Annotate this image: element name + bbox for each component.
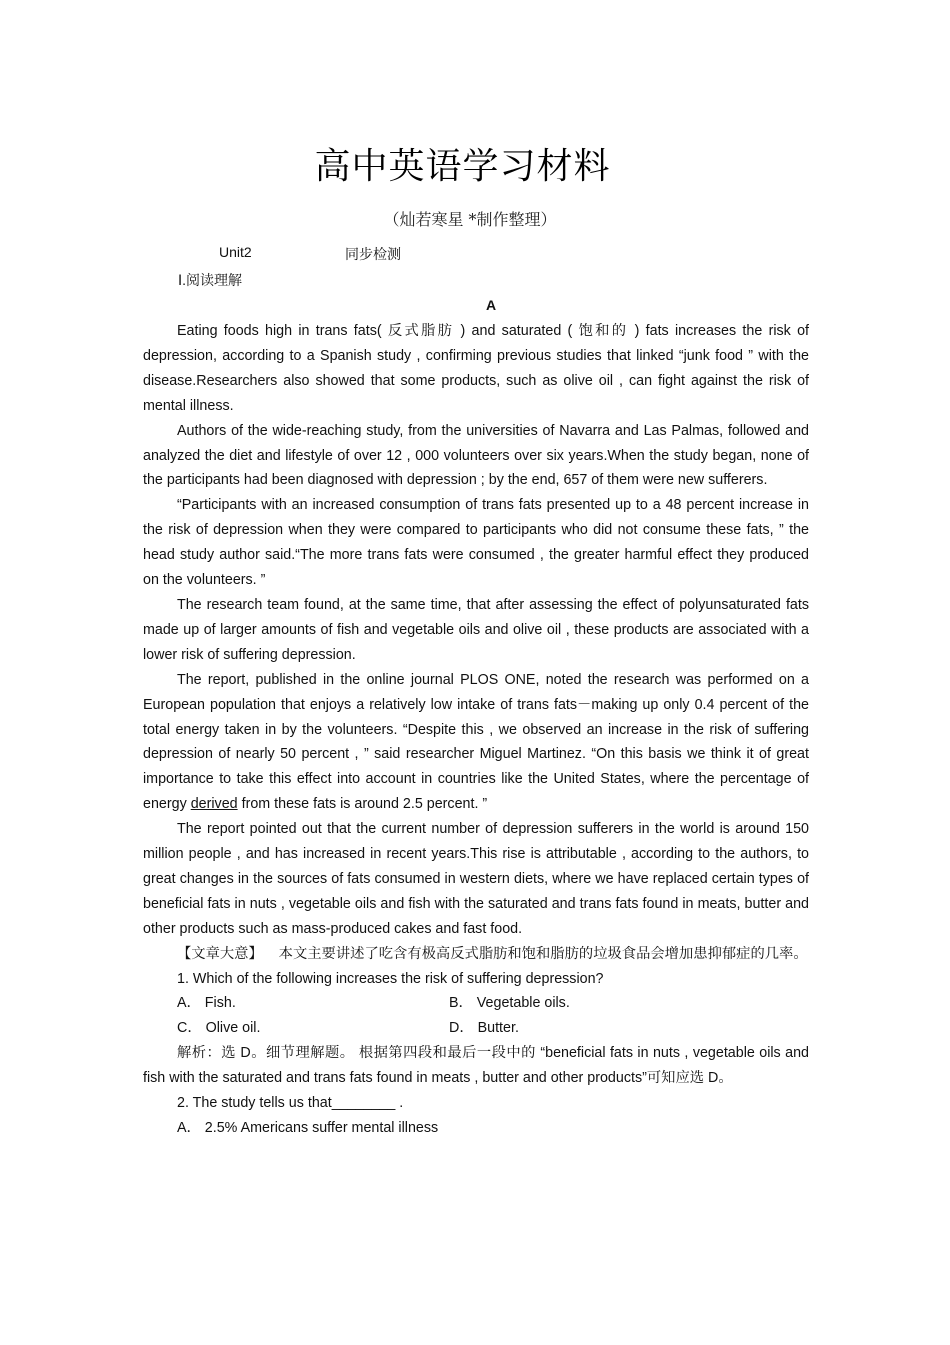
paragraph-4: The research team found, at the same time, that after assessing the effect of polyunsaturated fats made up of larger amounts of fish and vegetable oils and olive oil , these products are associated with a lower risk of suffering depression. [143,596,809,663]
paragraph-3: “Participants with an increased consumption of trans fats presented up to a 48 percent increase in the risk of depression when they were compared to participants who did not consume these fats, ” the head study author said.“The more trans fats were consumed , the greater harmful effect they produced on the volunteers. ” [143,497,809,589]
paragraph-5 [143,668,809,817]
paragraph-2: Authors of the wide‐reaching study, from the universities of Navarra and Las Palmas, followed and analyzed the diet and lifestyle of over 12 , 000 volunteers over six years.When the study began, none of the participants had been diagnosed with depression ; by the end, 657 of them were new sufferers. [143,422,809,489]
question-2-option-a: A． 2.5% Americans suffer mental illness [177,1119,439,1136]
unit-description: 同步检测 [345,246,401,262]
section-heading: Ⅰ.阅读理解 [178,272,243,288]
paragraph-6: The report pointed out that the current number of depression sufferers in the world is around 150 million people , and has increased in recent years.This rise is attributable , according to the authors, to great changes in the sources of fats consumed in western diets, where we have replaced certain types of beneficial fats in nuts , vegetable oils and fish with the saturated and trans fats found in meats, butter and other products such as mass‐produced cakes and fast food. [143,821,809,937]
question-1-options-row-2 [143,1016,809,1041]
summary-label: 【文章大意】 [177,945,263,962]
unit-label: Unit2 [219,244,252,260]
summary [143,942,809,967]
summary-text: 本文主要讲述了吃含有极高反式脂肪和饱和脂肪的垃圾食品会增加患抑郁症的几率。 [278,945,808,962]
document-title: 高中英语学习材料 [314,146,611,187]
question-1-option-a: A． Fish. [177,995,236,1012]
paragraph-5-part-2: from these fats is around 2.5 percent. ” [241,796,488,813]
question-1-option-c: C． Olive oil. [177,1020,261,1037]
question-1-option-b: B． Vegetable oils. [449,995,570,1012]
question-2-stem: 2. The study tells us that________ . [177,1095,404,1112]
paragraph-5-part-1: The report, published in the online journal PLOS ONE, noted the research was performed on a European population that enjoys a relatively low intake of trans fats－making up only 0.4 percent of the total energy taken in by the volunteers. “Despite this , we observed an increase in the risk of suffering depression of nearly 50 percent , ” said researcher Miguel Martinez. “On this basis we think it of great importance to take this effect into account in countries like the United States, where the percentage of energy [143,671,809,813]
question-1-analysis: 解析：选 D。细节理解题。 根据第四段和最后一段中的 “beneficial fats in nuts , vegetable oils and fish with the saturated and trans fats found in meats , butter and other products”可知应选 D。 [143,1045,809,1087]
paragraph-1: Eating foods high in trans fats( 反式脂肪 ) and saturated ( 饱和的 ) fats increases the risk of depression, according to a Spanish study , confirming previous studies that linked “junk food ” with the disease.Researchers also showed that some products, such as olive oil , can fight against the risk of mental illness. [143,323,809,414]
question-1-stem: 1. Which of the following increases the risk of suffering depression? [177,970,604,987]
question-1-option-d: D． Butter. [449,1020,519,1037]
question-1-options-row-1 [143,991,809,1016]
passage-body [143,319,809,1141]
passage-label: A [485,297,497,313]
underlined-word: derived [190,796,238,813]
document-subtitle: （灿若寒星 *制作整理） [383,210,557,229]
